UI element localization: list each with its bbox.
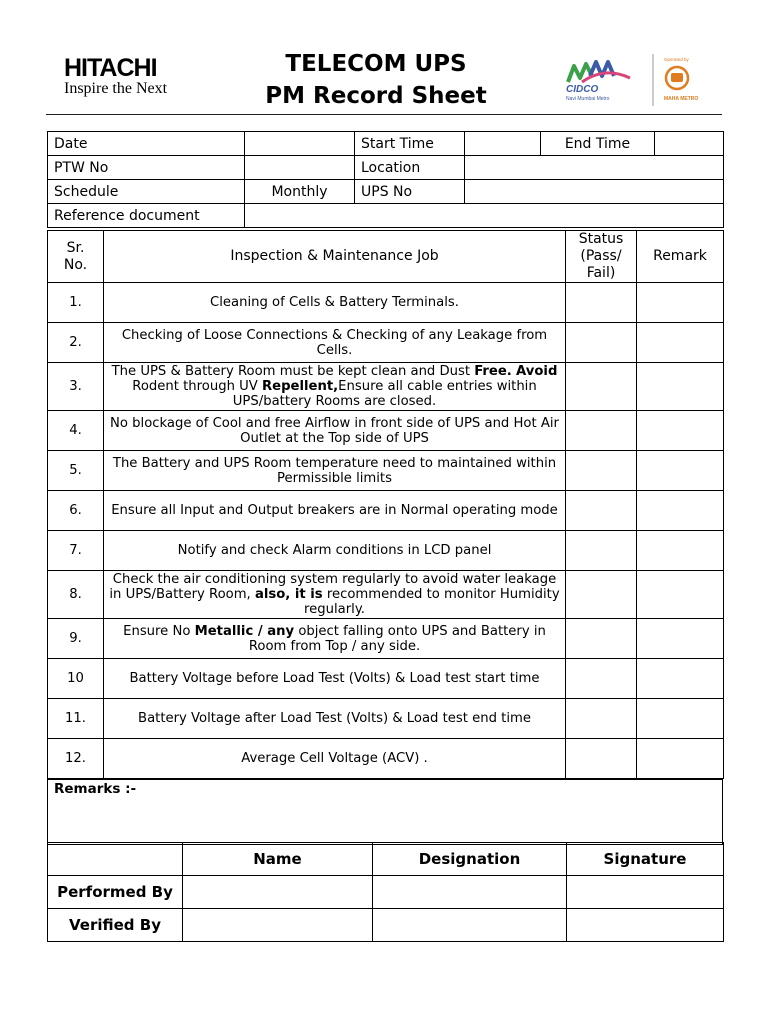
schedule-value: Monthly [245, 180, 355, 204]
row-remark-field[interactable] [637, 451, 724, 491]
job-text-part: Ensure No [123, 623, 195, 639]
location-label: Location [355, 156, 465, 180]
col-remark: Remark [637, 231, 724, 283]
row-status-field[interactable] [566, 363, 637, 411]
remarks-label[interactable]: Remarks :- [48, 780, 723, 845]
col-status-line1: Status [578, 231, 624, 247]
remarks-table [47, 779, 723, 845]
page-header [46, 40, 722, 114]
table-row [48, 531, 724, 571]
verified-by-signature-field[interactable] [567, 909, 724, 942]
schedule-label: Schedule [48, 180, 245, 204]
row-sr-no: 5. [48, 451, 104, 491]
row-sr-no: 9. [48, 619, 104, 659]
job-text-part: The Battery and UPS Room temperature need to maintained within Permissible limits [112, 455, 557, 486]
job-text-part: Notify and check Alarm conditions in LCD panel [177, 543, 492, 558]
table-row [48, 739, 724, 779]
ups-no-field[interactable] [465, 180, 724, 204]
job-text-part: Ensure all cable entries within UPS/battery Rooms are closed. [232, 379, 537, 409]
row-remark-field[interactable] [637, 283, 724, 323]
row-status-field[interactable] [566, 699, 637, 739]
row-sr-no: 6. [48, 491, 104, 531]
row-status-field[interactable] [566, 491, 637, 531]
title-line-1: TELECOM UPS [285, 51, 467, 77]
info-table [47, 131, 724, 228]
job-text-part: Check the air conditioning system regularly to avoid water leakage in UPS/Battery Room, [109, 572, 557, 602]
job-text-part: The UPS & Battery Room must be kept clean and Dust [111, 364, 475, 379]
performed-by-name-field[interactable] [183, 876, 373, 909]
col-sr-line1: Sr. [66, 239, 85, 256]
page-title [216, 48, 536, 112]
table-row [48, 491, 724, 531]
inspection-table [47, 230, 724, 779]
title-line-2: PM Record Sheet [265, 83, 487, 109]
reference-field[interactable] [245, 204, 724, 228]
job-text-part: also, it is [254, 587, 323, 602]
col-status-line3: Fail) [586, 265, 616, 281]
partner-logos [560, 52, 710, 108]
nmm-cidco-logo [560, 52, 710, 108]
job-text-part: Battery Voltage before Load Test (Volts) & Load test start time [129, 671, 540, 686]
col-job: Inspection & Maintenance Job [104, 231, 566, 283]
row-remark-field[interactable] [637, 531, 724, 571]
row-sr-no: 3. [48, 363, 104, 411]
col-signature: Signature [567, 843, 724, 876]
date-label: Date [48, 132, 245, 156]
cidco-text: CIDCO [566, 84, 599, 95]
row-job-text [104, 283, 566, 323]
row-job-text [104, 363, 566, 411]
row-status-field[interactable] [566, 451, 637, 491]
start-time-label: Start Time [355, 132, 465, 156]
col-sr-line2: No. [63, 256, 88, 273]
row-status-field[interactable] [566, 323, 637, 363]
job-text-part: Average Cell Voltage (ACV) . [241, 751, 428, 766]
row-remark-field[interactable] [637, 363, 724, 411]
row-remark-field[interactable] [637, 739, 724, 779]
performed-by-signature-field[interactable] [567, 876, 724, 909]
table-row [48, 571, 724, 619]
table-row [48, 619, 724, 659]
row-sr-no: 8. [48, 571, 104, 619]
table-row [48, 699, 724, 739]
col-designation: Designation [373, 843, 567, 876]
table-row [48, 411, 724, 451]
row-status-field[interactable] [566, 411, 637, 451]
performed-by-designation-field[interactable] [373, 876, 567, 909]
hitachi-brand: HITACHI [64, 54, 157, 82]
row-status-field[interactable] [566, 659, 637, 699]
col-status [566, 231, 637, 283]
maha-metro-text: MAHA METRO [664, 96, 699, 102]
cidco-sub: Navi Mumbai Metro [566, 96, 610, 102]
header-divider [46, 114, 722, 115]
start-time-field[interactable] [465, 132, 541, 156]
location-field[interactable] [465, 156, 724, 180]
row-job-text [104, 619, 566, 659]
col-sr-no [48, 231, 104, 283]
row-job-text [104, 699, 566, 739]
row-status-field[interactable] [566, 531, 637, 571]
job-text-part: No blockage of Cool and free Airflow in front side of UPS and Hot Air Outlet at the Top side of UPS [110, 415, 559, 446]
hitachi-tagline: Inspire the Next [64, 80, 168, 97]
table-row [48, 363, 724, 411]
operated-by-text: Operated by [664, 57, 689, 62]
row-job-text [104, 531, 566, 571]
verified-by-name-field[interactable] [183, 909, 373, 942]
row-remark-field[interactable] [637, 491, 724, 531]
performed-by-label: Performed By [48, 876, 183, 909]
row-sr-no: 11. [48, 699, 104, 739]
job-text-part: Free. [474, 364, 512, 379]
table-row [48, 283, 724, 323]
verified-by-designation-field[interactable] [373, 909, 567, 942]
row-remark-field[interactable] [637, 699, 724, 739]
job-text-part: Rodent through UV [132, 379, 262, 394]
row-sr-no: 12. [48, 739, 104, 779]
row-remark-field[interactable] [637, 411, 724, 451]
signature-table [47, 842, 724, 942]
row-sr-no: 4. [48, 411, 104, 451]
end-time-field[interactable] [655, 132, 724, 156]
job-text-part: Battery Voltage after Load Test (Volts) & Load test end time [138, 711, 531, 726]
row-status-field[interactable] [566, 571, 637, 619]
job-text-part: object falling onto UPS and Battery in Room from Top / any side. [248, 623, 546, 654]
row-status-field[interactable] [566, 739, 637, 779]
row-remark-field[interactable] [637, 323, 724, 363]
row-job-text [104, 451, 566, 491]
row-sr-no: 7. [48, 531, 104, 571]
ptw-label: PTW No [48, 156, 245, 180]
job-text-part: Repellent, [262, 379, 339, 394]
job-text-part: Checking of Loose Connections & Checking of any Leakage from Cells. [121, 327, 548, 358]
job-text-part: recommended to monitor Humidity regularly. [304, 587, 560, 617]
row-sr-no: 2. [48, 323, 104, 363]
row-sr-no: 10 [48, 659, 104, 699]
verified-by-label: Verified By [48, 909, 183, 942]
row-job-text [104, 659, 566, 699]
job-text-part: Ensure all Input and Output breakers are in Normal operating mode [111, 503, 558, 518]
row-sr-no: 1. [48, 283, 104, 323]
row-job-text [104, 491, 566, 531]
job-text-part: Cleaning of Cells & Battery Terminals. [210, 295, 459, 310]
end-time-label: End Time [541, 132, 655, 156]
row-remark-field[interactable] [637, 571, 724, 619]
col-name: Name [183, 843, 373, 876]
date-field[interactable] [245, 132, 355, 156]
table-row [48, 323, 724, 363]
row-remark-field[interactable] [637, 659, 724, 699]
reference-label: Reference document [48, 204, 245, 228]
ups-no-label: UPS No [355, 180, 465, 204]
table-row [48, 659, 724, 699]
row-remark-field[interactable] [637, 619, 724, 659]
job-text-part: Avoid [516, 364, 558, 379]
hitachi-logo [64, 55, 167, 98]
row-job-text [104, 323, 566, 363]
row-status-field[interactable] [566, 283, 637, 323]
table-row [48, 451, 724, 491]
sign-corner [48, 843, 183, 876]
col-status-line2: (Pass/ [580, 248, 622, 264]
ptw-field[interactable] [245, 156, 355, 180]
row-status-field[interactable] [566, 619, 637, 659]
row-job-text [104, 739, 566, 779]
row-job-text [104, 411, 566, 451]
row-job-text [104, 571, 566, 619]
job-text-part: Metallic / any [194, 623, 295, 639]
